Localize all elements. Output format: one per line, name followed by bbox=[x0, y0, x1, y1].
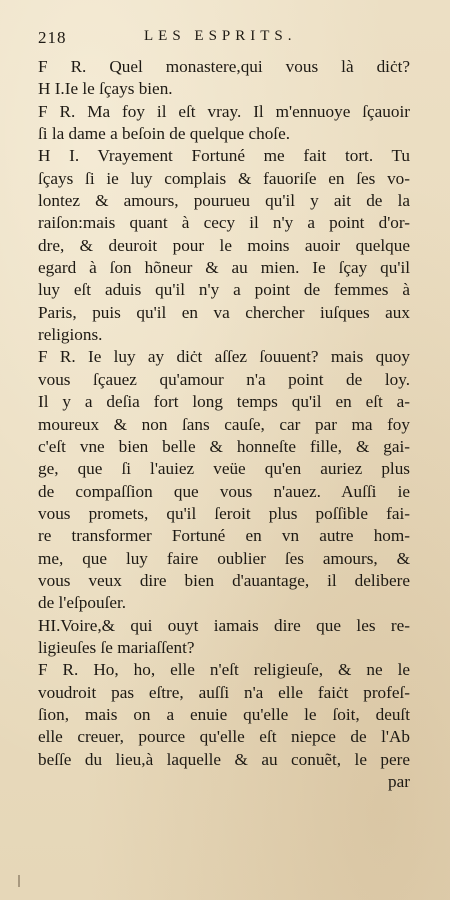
text-line: ligieuſes ſe mariaſſent? bbox=[38, 637, 195, 657]
text-line: dre, & deuroit pour le moins auoir quelque bbox=[38, 235, 410, 255]
text-line: ge, que ſi l'auiez veüe qu'en auriez plus bbox=[38, 459, 410, 479]
text-line: me, que luy faire oublier ſes amours, & bbox=[38, 548, 410, 568]
text-line: voudroit pas eſtre, auſſi n'a elle faiċt profeſ- bbox=[38, 682, 410, 702]
text-line: HI.Voire,& qui ouyt iamais dire que les re- bbox=[38, 615, 410, 635]
text-line: F R. Quel monastere,qui vous là diċt? bbox=[38, 57, 410, 76]
page-number: 218 bbox=[38, 28, 67, 47]
text-line: F R. Ho, ho, elle n'eſt religieuſe, & ne le bbox=[38, 660, 410, 680]
text-line: luy eſt aduis qu'il n'y a point de femmes à bbox=[38, 280, 410, 300]
text-line: de compaſſion que vous n'auez. Auſſi ie bbox=[38, 481, 410, 501]
text-line: moureux & non ſans cauſe, car par ma foy bbox=[38, 414, 410, 434]
running-head bbox=[38, 28, 410, 50]
ink-mark bbox=[18, 875, 20, 887]
text-line: c'eſt vne bien belle & honneſte fille, & gai- bbox=[38, 436, 410, 456]
text-line: F R. Ie luy ay diċt aſſez ſouuent? mais quoy bbox=[38, 347, 410, 367]
text-line: Paris, puis qu'il en va chercher iuſques aux bbox=[38, 302, 410, 322]
text-line: egard à ſon hõneur & au mien. Ie ſçay qu'il bbox=[38, 258, 410, 278]
text-line: H I. Vrayement Fortuné me fait tort. Tu bbox=[38, 146, 410, 166]
text-line: re transformer Fortuné en vn autre hom- bbox=[38, 526, 410, 546]
text-line: Il y a deſia fort long temps qu'il en eſt a- bbox=[38, 392, 410, 412]
running-title: LES ESPRITS. bbox=[144, 28, 297, 44]
text-line: H I.Ie le ſçays bien. bbox=[38, 79, 173, 99]
text-line: vous promets, qu'il ſeroit plus poſſible fai- bbox=[38, 503, 410, 523]
text-line: de l'eſpouſer. bbox=[38, 593, 127, 613]
catchword: par bbox=[388, 772, 410, 791]
text-line: F R. Ma foy il eſt vray. Il m'ennuoye ſçauoir bbox=[38, 101, 410, 121]
text-line: vous veux dire bien d'auantage, il delibere bbox=[38, 570, 410, 590]
text-line: religions. bbox=[38, 325, 103, 345]
text-line: ſion, mais on a enuie qu'elle le ſoit, deuſt bbox=[38, 704, 410, 724]
text-line: ſçays ſi ie luy complais & fauoriſe en ſes vo- bbox=[38, 168, 410, 188]
text-line: elle creuer, pource qu'elle eſt niepce de l'Ab bbox=[38, 727, 410, 747]
text-line: ſi la dame a beſoin de quelque choſe. bbox=[38, 124, 290, 144]
text-line: raiſon:mais quant à cecy il n'y a point d'or- bbox=[38, 213, 410, 233]
text-line: lontez & amours, pourueu qu'il y ait de la bbox=[38, 191, 410, 211]
text-line: vous ſçauez qu'amour n'a point de loy. bbox=[38, 369, 410, 389]
text-line: beſſe du lieu,à laquelle & au conuẽt, le pere bbox=[38, 749, 410, 769]
body-text bbox=[38, 56, 410, 793]
